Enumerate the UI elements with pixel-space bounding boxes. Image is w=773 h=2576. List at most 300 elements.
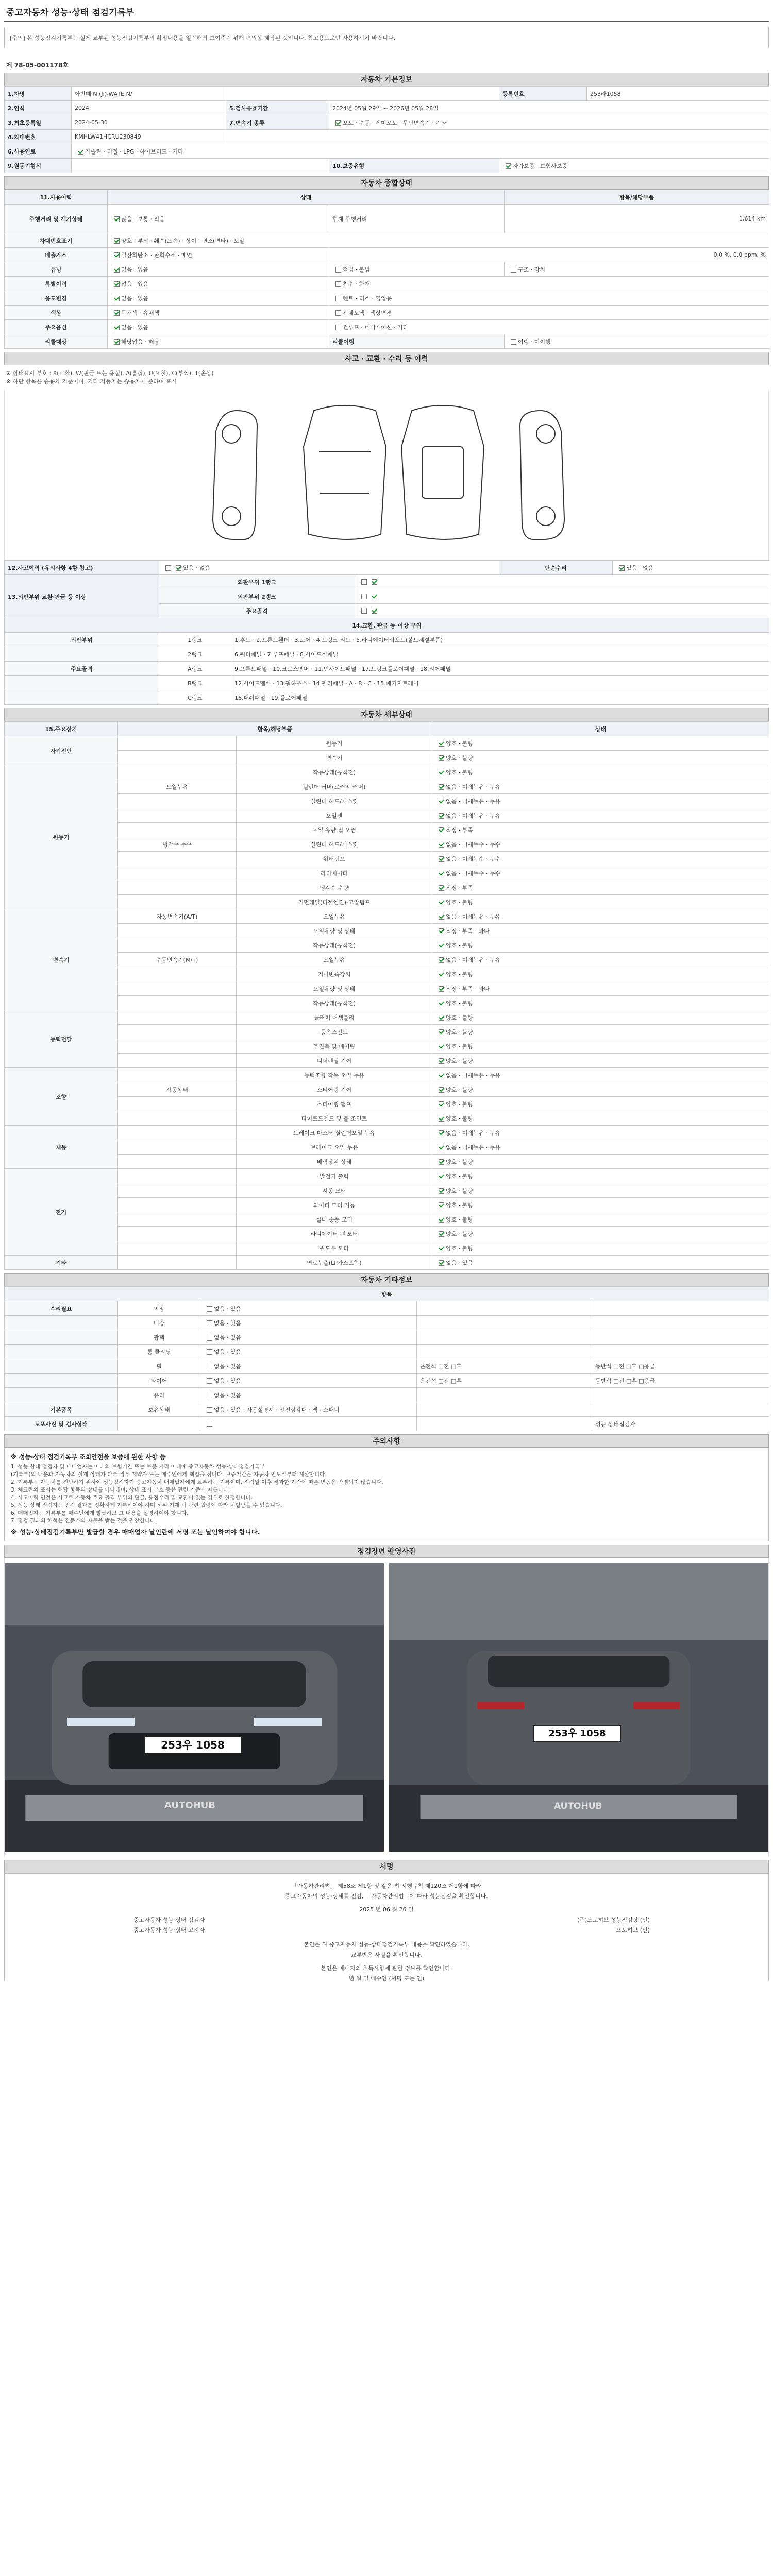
- caution-line: 6. 매매업자는 기록부를 매수인에게 발급하고 그 내용을 설명하여야 합니다.: [11, 1510, 189, 1516]
- checkbox-icon: [439, 1073, 444, 1078]
- general-row-extra: 구조 · 장치: [518, 266, 546, 273]
- caution-line: (기록부)의 내용과 자동차의 실제 상태가 다른 경우 계약자 또는 매수인에게 책임을 집니다. 보증기간은 자동차 인도일부터 계산합니다.: [11, 1471, 327, 1478]
- exchange-items: 6.쿼터패널 · 7.루프패널 · 8.사이드실패널: [231, 647, 769, 662]
- general-row-state: 많음 · 보통 · 적음: [121, 215, 165, 223]
- detail-item: 오일유량 및 상태: [237, 981, 432, 996]
- other-item: 광택: [118, 1330, 200, 1345]
- stand-logo-rear: AUTOHUB: [554, 1801, 602, 1811]
- detail-state: 없음 · 미세누유 · 누유: [446, 1144, 500, 1151]
- caution-line: 7. 점검 결과의 해석은 전문가의 자문을 받는 것을 권장합니다.: [11, 1518, 157, 1524]
- exchange-rank: C랭크: [159, 690, 231, 705]
- notice-box: [주의] 본 성능점검기록부는 실제 교부된 성능점검기록부의 확정내용을 열람해서 보여주기 위해 편의상 제작된 것입니다. 참고용으로만 사용하시기 바랍니다.: [4, 27, 769, 48]
- other-state: 없음 · 있음: [214, 1363, 241, 1370]
- detail-state: 양호 · 불량: [446, 1115, 473, 1122]
- exchange-group: 외판부위: [5, 633, 159, 647]
- sign-line3: 본인은 위 중고자동차 성능·상태점검기록부 내용을 확인하였습니다.: [303, 1941, 469, 1948]
- section-general: 자동차 종합상태: [4, 176, 769, 190]
- detail-subgroup: [118, 736, 237, 751]
- detail-state: 양호 · 불량: [446, 1187, 473, 1194]
- detail-group: 조향: [5, 1068, 118, 1126]
- general-row-label: 리콜대상: [5, 334, 108, 349]
- detail-item: 작동상태(공회전): [237, 938, 432, 953]
- detail-item: 윈도우 모터: [237, 1241, 432, 1256]
- table-row: [5, 953, 769, 967]
- other-extra-a: [417, 1301, 592, 1316]
- general-row-state: 없음 · 있음: [121, 266, 148, 273]
- caution-line: 2. 기록부는 자동차를 진단하기 위하여 성능점검자가 중고자동차 매매업자에게 교부하는 기록이며, 점검일 이후 경과한 기간에 따른 변동은 반영되지 않습니다.: [11, 1479, 383, 1485]
- checkbox-icon: [439, 900, 444, 905]
- checkbox-icon: [439, 1087, 444, 1093]
- detail-item: 라디에이터: [237, 866, 432, 880]
- other-extra-a: 운전석 □전 □후: [417, 1359, 592, 1374]
- caution-line: 1. 성능·상태 점검자 및 매매업자는 아래의 보험기간 또는 보증 거리 이내에 중고자동차 성능·상태점검기록부: [11, 1464, 265, 1470]
- general-row-state: 양호 · 부식 · 훼손(오손) · 상이 · 변조(변타) · 도말: [121, 237, 245, 244]
- table-row: [5, 1082, 769, 1097]
- checkbox-icon: [439, 1044, 444, 1049]
- detail-subgroup: [118, 808, 237, 823]
- checkbox-icon: [361, 608, 367, 614]
- table-row: [5, 1140, 769, 1155]
- other-item: 타이어: [118, 1374, 200, 1388]
- checkbox-icon: [207, 1320, 212, 1326]
- detail-subgroup: [118, 823, 237, 837]
- first-reg-value: 2024-05-30: [72, 115, 226, 130]
- other-group: [5, 1388, 118, 1402]
- general-row-item: 침수 · 화재: [343, 280, 370, 287]
- detail-state: 양호 · 불량: [446, 1057, 473, 1064]
- checkbox-icon: [372, 579, 377, 585]
- detail-subgroup: [118, 880, 237, 895]
- other-item: 유리: [118, 1388, 200, 1402]
- general-head-item: 항목/해당부품: [505, 190, 769, 205]
- detail-state: 없음 · 미세누유 · 누유: [446, 956, 500, 963]
- checkbox-icon: [335, 310, 341, 316]
- section-detail: 자동차 세부상태: [4, 708, 769, 721]
- checkbox-icon: [176, 565, 181, 571]
- rank2-label: 외판부위 2랭크: [159, 589, 355, 604]
- detail-item: 배력장치 상태: [237, 1155, 432, 1169]
- vin-label: 4.차대번호: [5, 130, 72, 144]
- checkbox-icon: [114, 296, 120, 301]
- detail-state: 양호 · 불량: [446, 769, 473, 776]
- table-row: [5, 1359, 769, 1374]
- checkbox-icon: [511, 339, 516, 345]
- checkbox-icon: [439, 1029, 444, 1035]
- general-row-state: 해당없음 · 해당: [121, 338, 160, 345]
- other-item: [118, 1417, 200, 1431]
- rear-photo: [389, 1563, 768, 1852]
- fuel-label: 6.사용연료: [5, 144, 72, 159]
- detail-subgroup: [118, 1198, 237, 1212]
- other-item: 내장: [118, 1316, 200, 1330]
- detail-item: 클러치 어셈블리: [237, 1010, 432, 1025]
- general-row-item: 렌트 · 리스 · 영업용: [343, 295, 392, 302]
- detail-subgroup: [118, 1212, 237, 1227]
- table-row: [5, 1155, 769, 1169]
- table-row: [5, 1025, 769, 1039]
- detail-head-state: 상태: [432, 722, 769, 736]
- other-group: 도포사진 및 검사상태: [5, 1417, 118, 1431]
- checkbox-icon: [439, 1015, 444, 1021]
- table-row: [5, 1039, 769, 1054]
- detail-subgroup: [118, 765, 237, 779]
- other-extra-b: [592, 1345, 769, 1359]
- detail-state: 적정 · 부족 · 과다: [446, 927, 490, 935]
- section-basic: 자동차 기본정보: [4, 73, 769, 86]
- checkbox-icon: [335, 267, 341, 273]
- detail-group: 기타: [5, 1256, 118, 1270]
- general-row-label: 주요옵션: [5, 320, 108, 334]
- detail-item: 실린더 헤드/개스킷: [237, 794, 432, 808]
- checkbox-icon: [506, 163, 511, 169]
- general-row-extra: 이행 · 미이행: [518, 338, 551, 345]
- general-row-item: 현재 주행거리: [329, 205, 505, 233]
- checkbox-icon: [114, 267, 120, 273]
- table-row: [5, 1402, 769, 1417]
- table-row: [5, 1054, 769, 1068]
- car-diagram: [4, 390, 769, 560]
- general-row-label: 주행거리 및 계기상태: [5, 205, 108, 233]
- checkbox-icon: [439, 755, 444, 761]
- table-row: [5, 1417, 769, 1431]
- other-state: 없음 · 있음: [214, 1348, 241, 1355]
- checkbox-icon: [207, 1335, 212, 1341]
- table-row: [5, 1010, 769, 1025]
- other-group: [5, 1359, 118, 1374]
- caution-line: 4. 사고이력 인정은 사고로 자동차 주요 골격 부위의 판금, 용접수리 및 교환이 있는 경우로 한정합니다.: [11, 1495, 253, 1501]
- mileage-value: 1,614 km: [505, 205, 769, 233]
- table-row: [5, 1256, 769, 1270]
- other-item: 외장: [118, 1301, 200, 1316]
- other-group: [5, 1374, 118, 1388]
- detail-item: 타이로드엔드 및 볼 조인트: [237, 1111, 432, 1126]
- detail-state: 없음 · 미세누수 · 누수: [446, 855, 500, 862]
- detail-subgroup: 냉각수 누수: [118, 837, 237, 852]
- checkbox-icon: [114, 238, 120, 244]
- car-name-label: 1.차명: [5, 87, 72, 101]
- detail-item: 추진축 및 베어링: [237, 1039, 432, 1054]
- checkbox-icon: [439, 741, 444, 747]
- engine-type-label: 9.원동기형식: [5, 159, 72, 173]
- detail-item: 오일팬: [237, 808, 432, 823]
- general-row-item: 적법 · 불법: [343, 266, 370, 273]
- status-legend: ※ 상태표시 부호 : X(교환), W(판금 또는 용접), A(흠집), U(요철), C(부식), T(손상): [6, 370, 214, 377]
- checkbox-icon: [439, 827, 444, 833]
- inspector-seal: (인): [640, 1917, 650, 1923]
- checkbox-icon: [439, 1260, 444, 1266]
- detail-subgroup: [118, 1169, 237, 1183]
- sign-line1: 「자동차관리법」 제58조 제1항 및 같은 법 시행규칙 제120조 제1항에 따라: [291, 1883, 482, 1889]
- detail-subgroup: [118, 1039, 237, 1054]
- detail-item: 디퍼렌셜 기어: [237, 1054, 432, 1068]
- signature-box: [4, 1873, 769, 1981]
- detail-item: 기어변속장치: [237, 967, 432, 981]
- detail-state: 없음 · 미세누유 · 누유: [446, 1072, 500, 1079]
- checkbox-icon: [439, 1058, 444, 1064]
- other-extra-a: 운전석 □전 □후: [417, 1374, 592, 1388]
- status-legend-note: ※ 하단 항목은 승용차 기준이며, 기타 자동차는 승용차에 준하여 표시: [6, 378, 177, 385]
- detail-item: 연료누출(LP가스포함): [237, 1256, 432, 1270]
- checkbox-icon: [511, 267, 516, 273]
- detail-subgroup: 자동변속기(A/T): [118, 909, 237, 924]
- checkbox-icon: [439, 842, 444, 848]
- detail-item: 실린더 커버(로커암 커버): [237, 779, 432, 794]
- detail-item: 브레이크 오일 누유: [237, 1140, 432, 1155]
- general-row-state: 일산화탄소 · 탄화수소 · 매연: [121, 251, 192, 259]
- detail-subgroup: [118, 1155, 237, 1169]
- table-row: [5, 823, 769, 837]
- notifier-name: 오토허브: [616, 1927, 638, 1934]
- detail-state: 양호 · 불량: [446, 1158, 473, 1165]
- checkbox-icon: [619, 565, 625, 571]
- detail-item: 스티어링 펌프: [237, 1097, 432, 1111]
- detail-item: 브레이크 마스터 실린더오일 누유: [237, 1126, 432, 1140]
- inspection-period-value: 2024년 05월 29일 ~ 2026년 05월 28일: [329, 101, 769, 115]
- checkbox-icon: [439, 1202, 444, 1208]
- detail-item: 동력조향 작동 오일 누유: [237, 1068, 432, 1082]
- table-row: [5, 751, 769, 765]
- detail-state: 양호 · 불량: [446, 971, 473, 978]
- checkbox-icon: [114, 216, 120, 222]
- checkbox-icon: [439, 1001, 444, 1006]
- other-state: 없음 · 있음: [214, 1377, 241, 1384]
- other-extra-b: 성능 상태점검자: [592, 1417, 769, 1431]
- detail-state: 없음 · 미세누유 · 누유: [446, 913, 500, 920]
- detail-item: 오일누유: [237, 909, 432, 924]
- exchange-rank: 2랭크: [159, 647, 231, 662]
- other-item: 보유상태: [118, 1402, 200, 1417]
- detail-subgroup: [118, 751, 237, 765]
- table-row: [5, 1241, 769, 1256]
- license-plate: 253우 1058: [144, 1736, 242, 1754]
- table-row: [5, 852, 769, 866]
- checkbox-icon: [207, 1364, 212, 1369]
- table-row: [5, 808, 769, 823]
- detail-item: 시동 모터: [237, 1183, 432, 1198]
- table-row: [5, 996, 769, 1010]
- exchange-items: 12.사이드멤버 · 13.휠하우스 · 14.필러패널 · A · B · C · 15.패키지트레이: [231, 676, 769, 690]
- reg-number-label: 등록번호: [499, 87, 587, 101]
- detail-item: 실내 송풍 모터: [237, 1212, 432, 1227]
- detail-group: 자기진단: [5, 736, 118, 765]
- other-extra-b: [592, 1301, 769, 1316]
- table-row: [5, 765, 769, 779]
- detail-head-item: 항목/해당부품: [118, 722, 432, 736]
- sign-date: 2025 년 06 월 26 일: [359, 1906, 414, 1913]
- checkbox-icon: [439, 1101, 444, 1107]
- detail-item: 오일 유량 및 오염: [237, 823, 432, 837]
- checkbox-icon: [439, 1217, 444, 1223]
- inspector-name: (주)오토허브 성능점검장: [577, 1917, 638, 1923]
- license-plate-rear: 253우 1058: [533, 1725, 621, 1742]
- table-row: [5, 866, 769, 880]
- detail-item: 오일누유: [237, 953, 432, 967]
- checkbox-icon: [439, 1246, 444, 1251]
- detail-state: 양호 · 불량: [446, 1230, 473, 1238]
- other-state: 없음 · 있음: [214, 1319, 241, 1327]
- other-group: 기본품목: [5, 1402, 118, 1417]
- general-head-use: 11.사용이력: [5, 190, 108, 205]
- checkbox-icon: [439, 1188, 444, 1194]
- car-name-value: 아반떼 N (Ji)-WATE N/: [72, 87, 226, 101]
- detail-subgroup: [118, 866, 237, 880]
- sign-line4: 교부받은 사실을 확인합니다.: [350, 1952, 422, 1958]
- general-row-item: 썬루프 · 네비게이션 · 기타: [343, 324, 409, 331]
- table-row: [5, 837, 769, 852]
- page-title: 중고자동차 성능·상태 점검기록부: [4, 0, 769, 22]
- table-row: [5, 909, 769, 924]
- buyer-line: 본인은 매매자의 취득사항에 관한 정보를 확인합니다.: [321, 1965, 452, 1972]
- detail-subgroup: [118, 852, 237, 866]
- detail-item: 냉각수 수량: [237, 880, 432, 895]
- detail-subgroup: [118, 794, 237, 808]
- detail-subgroup: [118, 1068, 237, 1082]
- general-row-label: 배출가스: [5, 248, 108, 262]
- checkbox-icon: [114, 252, 120, 258]
- section-accident: 사고 · 교환 · 수리 등 이력: [4, 352, 769, 365]
- other-item: 휠: [118, 1359, 200, 1374]
- checkbox-icon: [439, 1130, 444, 1136]
- table-row: [5, 1183, 769, 1198]
- inspection-period-label: 5.검사유효기간: [226, 101, 329, 115]
- checkbox-icon: [439, 871, 444, 876]
- checkbox-icon: [335, 325, 341, 330]
- checkbox-icon: [439, 799, 444, 804]
- other-extra-a: [417, 1388, 592, 1402]
- detail-subgroup: [118, 1183, 237, 1198]
- other-extra-b: [592, 1330, 769, 1345]
- other-group: [5, 1316, 118, 1330]
- checkbox-icon: [207, 1378, 212, 1384]
- detail-state: 양호 · 불량: [446, 1216, 473, 1223]
- table-row: [5, 1097, 769, 1111]
- simple-repair-label: 단순수리: [499, 561, 613, 575]
- car-outline-icon: [5, 390, 768, 560]
- other-extra-b: [592, 1402, 769, 1417]
- other-extra-a: [417, 1402, 592, 1417]
- stand-logo: AUTOHUB: [164, 1800, 215, 1811]
- detail-item: 작동상태(공회전): [237, 765, 432, 779]
- general-row-label: 특별이력: [5, 277, 108, 291]
- notifier-label: 중고자동차 성능·상태 고지자: [133, 1927, 205, 1934]
- accident-history-label: 12.사고이력 (유의사항 4항 참고): [5, 561, 159, 575]
- buyer-date: 년 월 일 매수인: [348, 1975, 388, 1982]
- exchange-group: 주요골격: [5, 662, 159, 676]
- detail-group: 전기: [5, 1169, 118, 1256]
- checkbox-icon: [207, 1421, 212, 1427]
- detail-state: 없음 · 미세누유 · 누유: [446, 1129, 500, 1137]
- detail-subgroup: [118, 1126, 237, 1140]
- general-state-table: [4, 190, 769, 349]
- checkbox-icon: [439, 784, 444, 790]
- table-row: [5, 1198, 769, 1212]
- detail-subgroup: [118, 981, 237, 996]
- exchange-rank: A랭크: [159, 662, 231, 676]
- detail-state: 없음 · 미세누수 · 누수: [446, 870, 500, 877]
- checkbox-icon: [114, 281, 120, 287]
- detail-item: 변속기: [237, 751, 432, 765]
- checkbox-icon: [439, 813, 444, 819]
- emission-value: 0.0 %, 0.0 ppm, %: [329, 248, 769, 262]
- detail-state: 없음 · 미세누유 · 누유: [446, 783, 500, 790]
- other-item: 룸 클리닝: [118, 1345, 200, 1359]
- detail-state: 양호 · 불량: [446, 1028, 473, 1036]
- table-row: [5, 1374, 769, 1388]
- detail-item: 발전기 출력: [237, 1169, 432, 1183]
- table-row: [5, 938, 769, 953]
- detail-head-device: 15.주요장치: [5, 722, 118, 736]
- checkbox-icon: [335, 120, 341, 126]
- detail-item: 워터펌프: [237, 852, 432, 866]
- front-photo: [5, 1563, 384, 1852]
- detail-subgroup: [118, 1241, 237, 1256]
- other-state: 없음 · 있음: [214, 1334, 241, 1341]
- caution-title: ※ 성능·상태 점검기록부 조회안전을 보증에 관한 사항 등: [11, 1453, 166, 1461]
- detail-state: 양호 · 불량: [446, 1014, 473, 1021]
- checkbox-icon: [439, 1116, 444, 1122]
- table-row: [5, 736, 769, 751]
- general-row-label: 튜닝: [5, 262, 108, 277]
- exchange-title: 14.교환, 판금 등 이상 부위: [5, 618, 769, 633]
- section-other: 자동차 기타정보: [4, 1273, 769, 1286]
- table-row: [5, 1330, 769, 1345]
- caution-final: ※ 성능·상태점검기록부만 발급할 경우 매매업자 날인란에 서명 또는 날인하여야 합니다.: [11, 1528, 260, 1536]
- general-row-label: 용도변경: [5, 291, 108, 306]
- other-state: 없음 · 있음 · 사용설명서 · 안전삼각대 · 잭 · 스패너: [214, 1406, 340, 1413]
- checkbox-icon: [439, 1231, 444, 1237]
- general-head-state: 상태: [108, 190, 505, 205]
- checkbox-icon: [439, 1145, 444, 1150]
- detail-subgroup: [118, 1054, 237, 1068]
- detail-subgroup: [118, 1227, 237, 1241]
- exchange-group: [5, 690, 159, 705]
- checkbox-icon: [207, 1407, 212, 1413]
- exchange-group: [5, 647, 159, 662]
- other-state: 없음 · 있음: [214, 1392, 241, 1399]
- table-row: [5, 1126, 769, 1140]
- detail-state: 양호 · 불량: [446, 1043, 473, 1050]
- table-row: [5, 1388, 769, 1402]
- table-row: [5, 1212, 769, 1227]
- exchange-rank: B랭크: [159, 676, 231, 690]
- vin-value: KMHLW41HCRU230849: [72, 130, 226, 144]
- simple-repair-value: 있음 · 없음: [626, 564, 654, 571]
- table-row: [5, 1345, 769, 1359]
- detail-state: 없음 · 있음: [446, 1259, 473, 1266]
- detail-subgroup: [118, 1140, 237, 1155]
- checkbox-icon: [439, 1159, 444, 1165]
- checkbox-icon: [439, 928, 444, 934]
- checkbox-icon: [114, 310, 120, 316]
- table-row: [5, 967, 769, 981]
- first-reg-label: 3.최초등록일: [5, 115, 72, 130]
- rank1-label: 외판부위 1랭크: [159, 575, 355, 589]
- certificate-number: 제 78-05-001178호: [6, 62, 69, 69]
- inspector-label: 중고자동차 성능·상태 점검자: [133, 1917, 205, 1923]
- checkbox-icon: [439, 770, 444, 775]
- other-group: 수리필요: [5, 1301, 118, 1316]
- checkbox-icon: [207, 1393, 212, 1398]
- detail-subgroup: 오일누유: [118, 779, 237, 794]
- general-row-label: 색상: [5, 306, 108, 320]
- checkbox-icon: [114, 339, 120, 345]
- warranty-value: 자가보증 · 보험사보증: [513, 162, 568, 170]
- table-row: [5, 1301, 769, 1316]
- detail-state: 없음 · 미세누수 · 누수: [446, 841, 500, 848]
- general-row-item: 리콜이행: [329, 334, 505, 349]
- warranty-label: 10.보증유형: [329, 159, 499, 173]
- checkbox-icon: [439, 957, 444, 963]
